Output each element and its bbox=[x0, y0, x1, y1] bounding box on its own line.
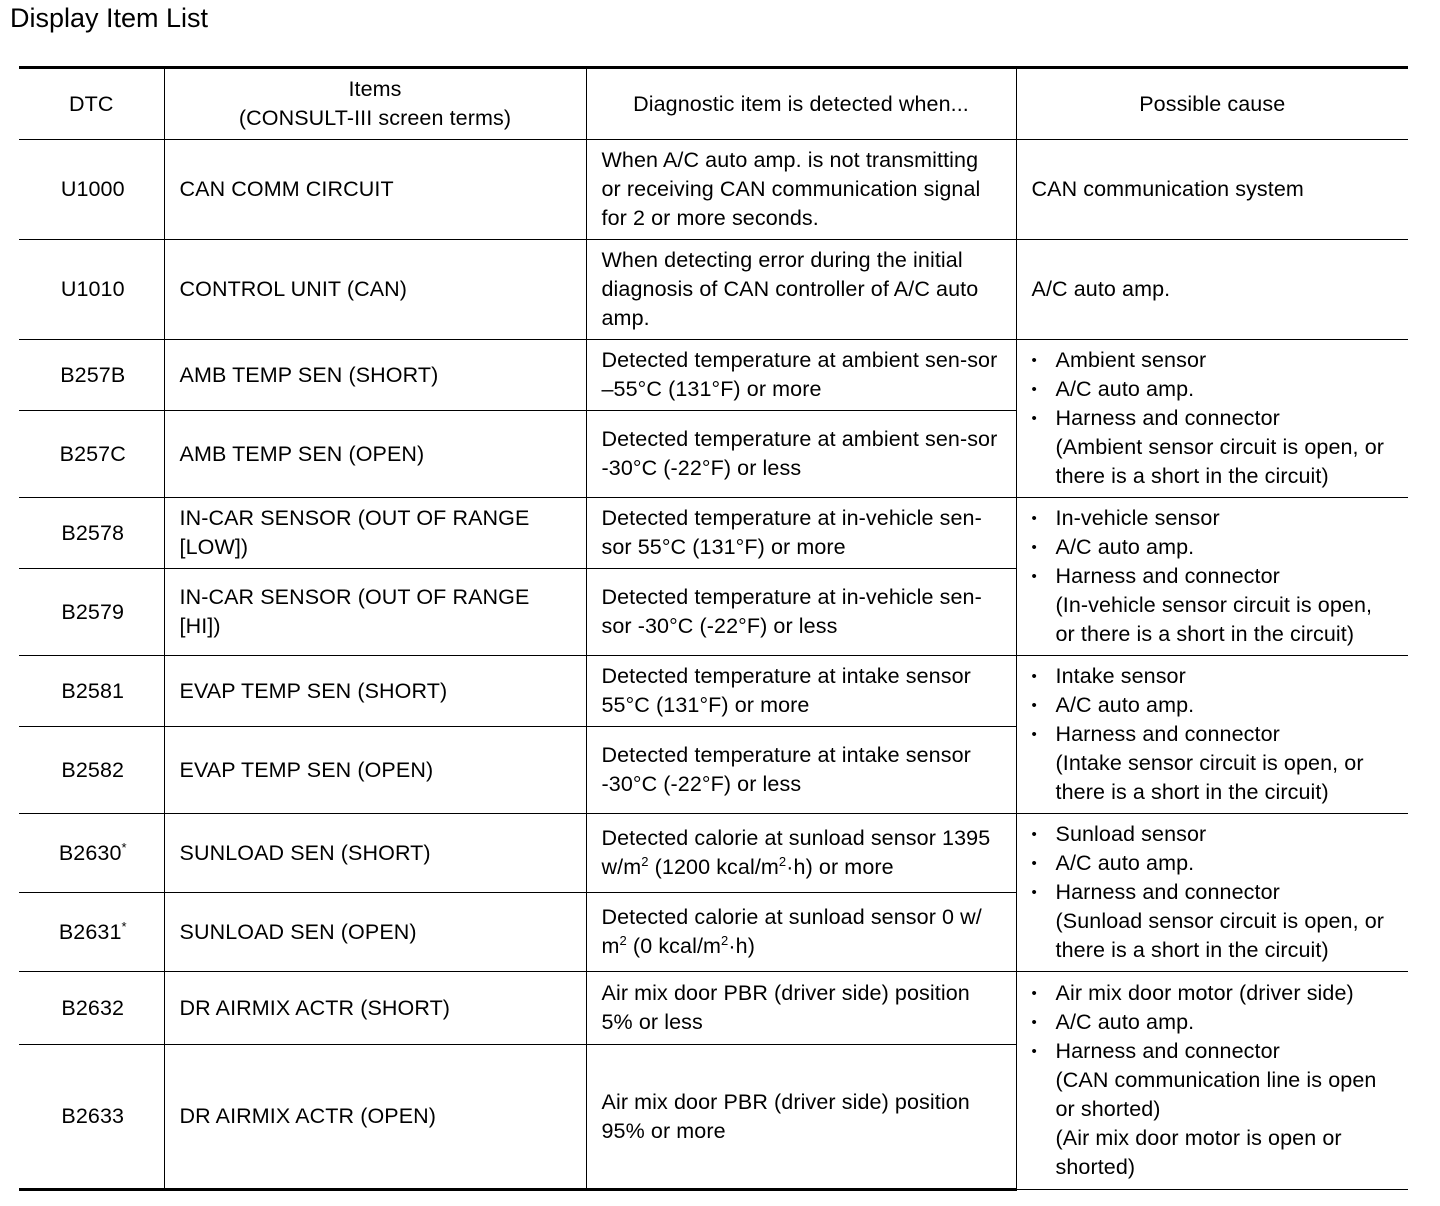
cause-note: (In-vehicle sensor circuit is open, or there is a short in the circuit) bbox=[1055, 593, 1373, 646]
dtc-code: B2581 bbox=[19, 656, 164, 727]
cause-item: • Ambient sensor bbox=[1032, 346, 1397, 375]
cause-item: • Sunload sensor bbox=[1032, 820, 1397, 849]
detection-condition: Air mix door PBR (driver side) position 95% or more bbox=[586, 1045, 1016, 1190]
detection-condition: Detected temperature at intake sensor 55°C (131°F) or more bbox=[586, 656, 1016, 727]
superscript: 2 bbox=[641, 853, 649, 869]
detection-text: ·h) bbox=[728, 934, 755, 958]
item-term: IN-CAR SENSOR (OUT OF RANGE [HI]) bbox=[164, 569, 586, 656]
cause-item: • A/C auto amp. bbox=[1032, 375, 1397, 404]
cause-item: • A/C auto amp. bbox=[1032, 849, 1397, 878]
header-cause: Possible cause bbox=[1016, 68, 1408, 140]
possible-cause: CAN communication system bbox=[1016, 140, 1408, 240]
cause-item: • In-vehicle sensor bbox=[1032, 504, 1397, 533]
cause-item: • Harness and connector bbox=[1032, 1037, 1397, 1066]
cause-note: (CAN communication line is open or shorted) bbox=[1055, 1068, 1377, 1121]
item-term: AMB TEMP SEN (SHORT) bbox=[164, 340, 586, 411]
dtc-code-text: B2630 bbox=[58, 840, 122, 865]
possible-cause bbox=[1016, 814, 1408, 972]
detection-condition bbox=[586, 814, 1016, 893]
cause-list bbox=[1032, 346, 1397, 491]
cause-item: • Harness and connector bbox=[1032, 404, 1397, 433]
table-row bbox=[19, 340, 1408, 411]
item-term: SUNLOAD SEN (SHORT) bbox=[164, 814, 586, 893]
table-row bbox=[19, 972, 1408, 1045]
dtc-code: B257C bbox=[19, 411, 164, 498]
item-term: DR AIRMIX ACTR (OPEN) bbox=[164, 1045, 586, 1190]
detection-condition: When A/C auto amp. is not transmitting or receiving CAN communication signal for 2 or more seconds. bbox=[586, 140, 1016, 240]
detection-condition: Detected temperature at ambient sen-sor –55°C (131°F) or more bbox=[586, 340, 1016, 411]
table-row bbox=[19, 814, 1408, 893]
detection-condition: Detected temperature at ambient sen-sor -30°C (-22°F) or less bbox=[586, 411, 1016, 498]
detection-text: Detected calorie at sunload sensor 0 w/ m bbox=[601, 905, 982, 958]
detection-text: ·h) or more bbox=[786, 855, 894, 879]
possible-cause bbox=[1016, 656, 1408, 814]
detection-condition: Detected temperature at in-vehicle sen-sor 55°C (131°F) or more bbox=[586, 498, 1016, 569]
dtc-code-text: B2631 bbox=[58, 919, 122, 944]
dtc-code: U1000 bbox=[19, 140, 164, 240]
cause-item: • A/C auto amp. bbox=[1032, 533, 1397, 562]
item-term: DR AIRMIX ACTR (SHORT) bbox=[164, 972, 586, 1045]
cause-item: • Air mix door motor (driver side) bbox=[1032, 979, 1397, 1008]
cause-item: • Harness and connector bbox=[1032, 562, 1397, 591]
page-title: Display Item List bbox=[10, 3, 209, 33]
item-term: EVAP TEMP SEN (SHORT) bbox=[164, 656, 586, 727]
cause-item: • Harness and connector bbox=[1032, 878, 1397, 907]
cause-note: (Ambient sensor circuit is open, or there is a short in the circuit) bbox=[1055, 435, 1385, 488]
detection-condition: When detecting error during the initial diagnosis of CAN controller of A/C auto amp. bbox=[586, 240, 1016, 340]
header-items-line2: (CONSULT-III screen terms) bbox=[238, 106, 512, 130]
dtc-code: B2578 bbox=[19, 498, 164, 569]
possible-cause bbox=[1016, 972, 1408, 1190]
cause-list bbox=[1032, 504, 1397, 649]
cause-note: (Sunload sensor circuit is open, or there is a short in the circuit) bbox=[1055, 909, 1385, 962]
header-items bbox=[164, 68, 586, 140]
superscript: 2 bbox=[619, 932, 627, 948]
cause-item: • A/C auto amp. bbox=[1032, 1008, 1397, 1037]
item-term: SUNLOAD SEN (OPEN) bbox=[164, 893, 586, 972]
item-term: AMB TEMP SEN (OPEN) bbox=[164, 411, 586, 498]
item-term: IN-CAR SENSOR (OUT OF RANGE [LOW]) bbox=[164, 498, 586, 569]
detection-condition: Detected temperature at in-vehicle sen-sor -30°C (-22°F) or less bbox=[586, 569, 1016, 656]
superscript: 2 bbox=[778, 853, 787, 869]
item-term: CAN COMM CIRCUIT bbox=[164, 140, 586, 240]
possible-cause bbox=[1016, 340, 1408, 498]
header-items-line1: Items bbox=[348, 77, 402, 101]
cause-note: (Intake sensor circuit is open, or there is a short in the circuit) bbox=[1055, 751, 1364, 804]
dtc-code bbox=[19, 814, 164, 893]
table-header-row bbox=[19, 68, 1408, 140]
table-row bbox=[19, 140, 1408, 240]
table-row bbox=[19, 498, 1408, 569]
possible-cause: A/C auto amp. bbox=[1016, 240, 1408, 340]
dtc-code: B2632 bbox=[19, 972, 164, 1045]
table-row bbox=[19, 240, 1408, 340]
dtc-code: B2579 bbox=[19, 569, 164, 656]
dtc-code: B2582 bbox=[19, 727, 164, 814]
cause-list bbox=[1032, 820, 1397, 965]
detection-text: Detected calorie at sunload sensor 1395 w/m bbox=[601, 826, 991, 879]
dtc-code: U1010 bbox=[19, 240, 164, 340]
cause-item: • A/C auto amp. bbox=[1032, 691, 1397, 720]
dtc-code bbox=[19, 893, 164, 972]
possible-cause bbox=[1016, 498, 1408, 656]
cause-list bbox=[1032, 662, 1397, 807]
detection-condition: Detected temperature at intake sensor -30°C (-22°F) or less bbox=[586, 727, 1016, 814]
detection-condition bbox=[586, 893, 1016, 972]
superscript: 2 bbox=[721, 932, 729, 948]
dtc-code: B257B bbox=[19, 340, 164, 411]
cause-list bbox=[1032, 979, 1397, 1182]
header-detected: Diagnostic item is detected when... bbox=[586, 68, 1016, 140]
detection-text: (0 kcal/m bbox=[626, 934, 722, 958]
header-dtc: DTC bbox=[19, 68, 164, 140]
cause-item: • Harness and connector bbox=[1032, 720, 1397, 749]
footnote-mark: * bbox=[121, 918, 127, 934]
table-row bbox=[19, 656, 1408, 727]
detection-condition: Air mix door PBR (driver side) position 5% or less bbox=[586, 972, 1016, 1045]
item-term: CONTROL UNIT (CAN) bbox=[164, 240, 586, 340]
cause-item: • Intake sensor bbox=[1032, 662, 1397, 691]
footnote-mark: * bbox=[121, 839, 127, 855]
item-term: EVAP TEMP SEN (OPEN) bbox=[164, 727, 586, 814]
cause-note: (Air mix door motor is open or shorted) bbox=[1055, 1126, 1342, 1179]
display-item-table bbox=[19, 66, 1408, 1191]
dtc-code: B2633 bbox=[19, 1045, 164, 1190]
detection-text: (1200 kcal/m bbox=[648, 855, 779, 879]
